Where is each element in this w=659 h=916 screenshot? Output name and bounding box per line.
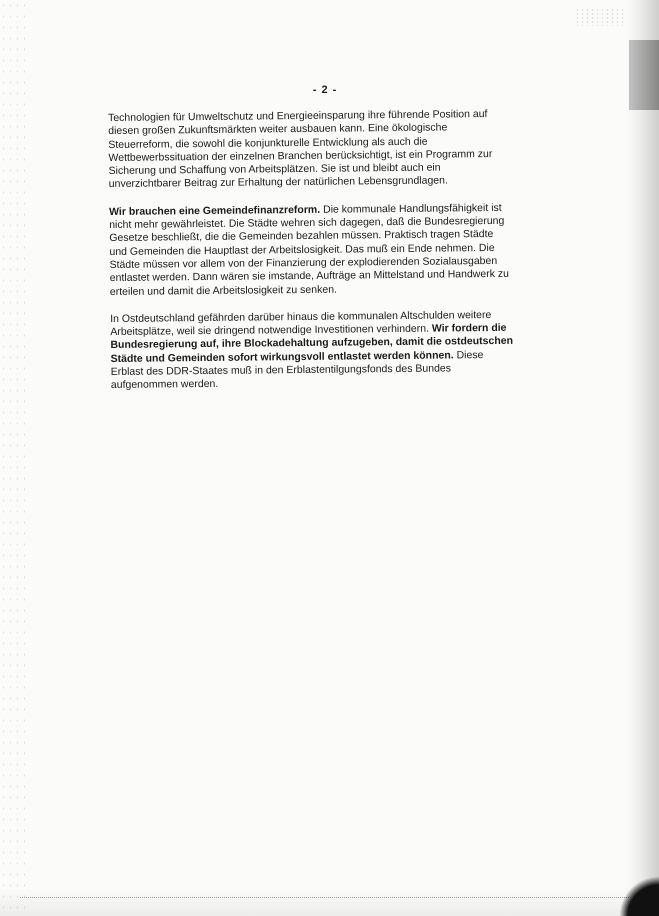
- paragraph-1: [108, 107, 539, 191]
- text-run: erteilen und damit die Arbeitslosigkeit zu senken.: [109, 283, 337, 298]
- text-run: Städte müssen vor allem von der Finanzierung der explodierenden Sozialausgaben: [109, 254, 498, 271]
- scan-shadow-bottom: [0, 888, 659, 916]
- scan-binder-tab: [629, 40, 659, 110]
- text-run: unverzichtbarer Beitrag zur Erhaltung der natürlichen Lebensgrundlagen.: [108, 174, 448, 191]
- text-run: Diese: [453, 348, 484, 362]
- scan-shadow-right: [625, 0, 659, 916]
- text-run: Gesetze beschließt, die die Gemeinden bezahlen müssen. Praktisch tragen Städte: [109, 228, 494, 245]
- text-run: Sicherung und Schaffung von Arbeitsplätzen. Sie ist und bleibt auch ein: [108, 161, 441, 178]
- text-run: Die kommunale Handlungsfähigkeit ist: [320, 201, 502, 216]
- text-run: entlastet werden. Dann wären sie imstande, Aufträge an Mittelstand und Handwerk zu: [109, 268, 510, 285]
- bold-text-run: Städte und Gemeinden sofort wirkungsvoll entlastet werden können.: [110, 349, 454, 365]
- page-number: - 2 -: [312, 84, 338, 96]
- bold-text-run: Bundesregierung auf, ihre Blockadehaltung aufzugeben, damit die ostdeutschen: [110, 335, 514, 352]
- bold-text-run: Wir fordern die: [431, 321, 507, 335]
- text-run: und Gemeinden die Hauptlast der Arbeitslosigkeit. Das muß ein Ende nehmen. Die: [109, 241, 495, 258]
- paragraph-2: [109, 201, 540, 299]
- text-run: nicht mehr gewährleistet. Die Städte wehren sich dagegen, daß die Bundesregierung: [109, 214, 505, 232]
- scan-corner-mark: [619, 876, 659, 916]
- scan-edge-line: [20, 897, 629, 898]
- bold-text-run: Wir brauchen eine Gemeindefinanzreform.: [108, 203, 321, 218]
- text-run: Erblast des DDR-Staates muß in den Erblastentilgungsfonds des Bundes: [110, 362, 452, 379]
- text-run: Technologien für Umweltschutz und Energieeinsparung ihre führende Position auf: [108, 108, 488, 124]
- text-run: In Ostdeutschland gefährden darüber hinaus die kommunalen Altschulden weitere: [110, 308, 492, 325]
- scan-speckle-top: [575, 8, 625, 26]
- text-run: Wettbewerbssituation der einzelnen Branchen berücksichtigt, ist ein Programm zur: [108, 147, 493, 164]
- body-text: [108, 107, 541, 406]
- text-run: aufgenommen werden.: [110, 378, 219, 392]
- scan-speckle-left: [0, 0, 26, 916]
- text-run: diesen großen Zukunftsmärkten weiter ausbauen kann. Eine ökologische: [108, 121, 448, 138]
- text-run: Steuerreform, die sowohl die konjunkturelle Entwicklung als auch die: [108, 135, 428, 151]
- paragraph-3: [110, 308, 541, 392]
- text-run: Arbeitsplätze, weil sie dringend notwendige Investitionen verhindern.: [110, 322, 432, 339]
